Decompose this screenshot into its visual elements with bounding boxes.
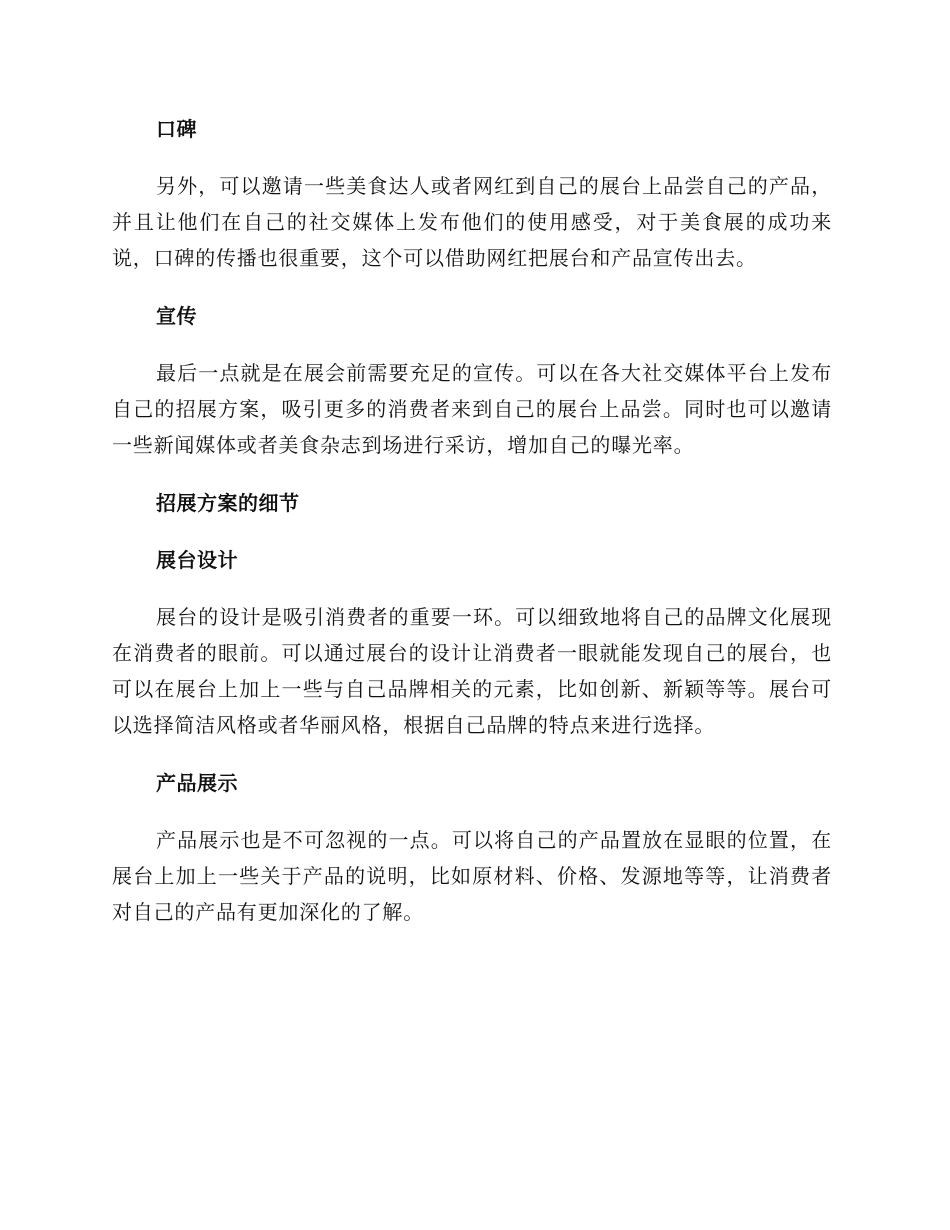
paragraph-promotion: 最后一点就是在展会前需要充足的宣传。可以在各大社交媒体平台上发布自己的招展方案，吸引更多的消费者来到自己的展台上品尝。同时也可以邀请一些新闻媒体或者美食杂志到场进行采访，增加自己的曝光率。 bbox=[112, 361, 832, 457]
heading-promotion: 宣传 bbox=[156, 304, 197, 328]
heading-booth-design: 展台设计 bbox=[156, 548, 238, 572]
document-body bbox=[112, 111, 832, 930]
paragraph-product-display: 产品展示也是不可忽视的一点。可以将自己的产品置放在显眼的位置，在展台上加上一些关于产品的说明，比如原材料、价格、发源地等等，让消费者对自己的产品有更加深化的了解。 bbox=[112, 828, 832, 924]
heading-plan-details: 招展方案的细节 bbox=[156, 491, 300, 515]
paragraph-word-of-mouth: 另外，可以邀请一些美食达人或者网红到自己的展台上品尝自己的产品，并且让他们在自己的社交媒体上发布他们的使用感受，对于美食展的成功来说，口碑的传播也很重要，这个可以借助网红把展台和产品宣传出去。 bbox=[112, 174, 832, 270]
heading-product-display: 产品展示 bbox=[156, 771, 238, 795]
heading-word-of-mouth: 口碑 bbox=[156, 117, 197, 141]
paragraph-booth-design: 展台的设计是吸引消费者的重要一环。可以细致地将自己的品牌文化展现在消费者的眼前。可以通过展台的设计让消费者一眼就能发现自己的展台，也可以在展台上加上一些与自己品牌相关的元素，比如创新、新颖等等。展台可以选择简洁风格或者华丽风格，根据自己品牌的特点来进行选择。 bbox=[112, 605, 832, 737]
